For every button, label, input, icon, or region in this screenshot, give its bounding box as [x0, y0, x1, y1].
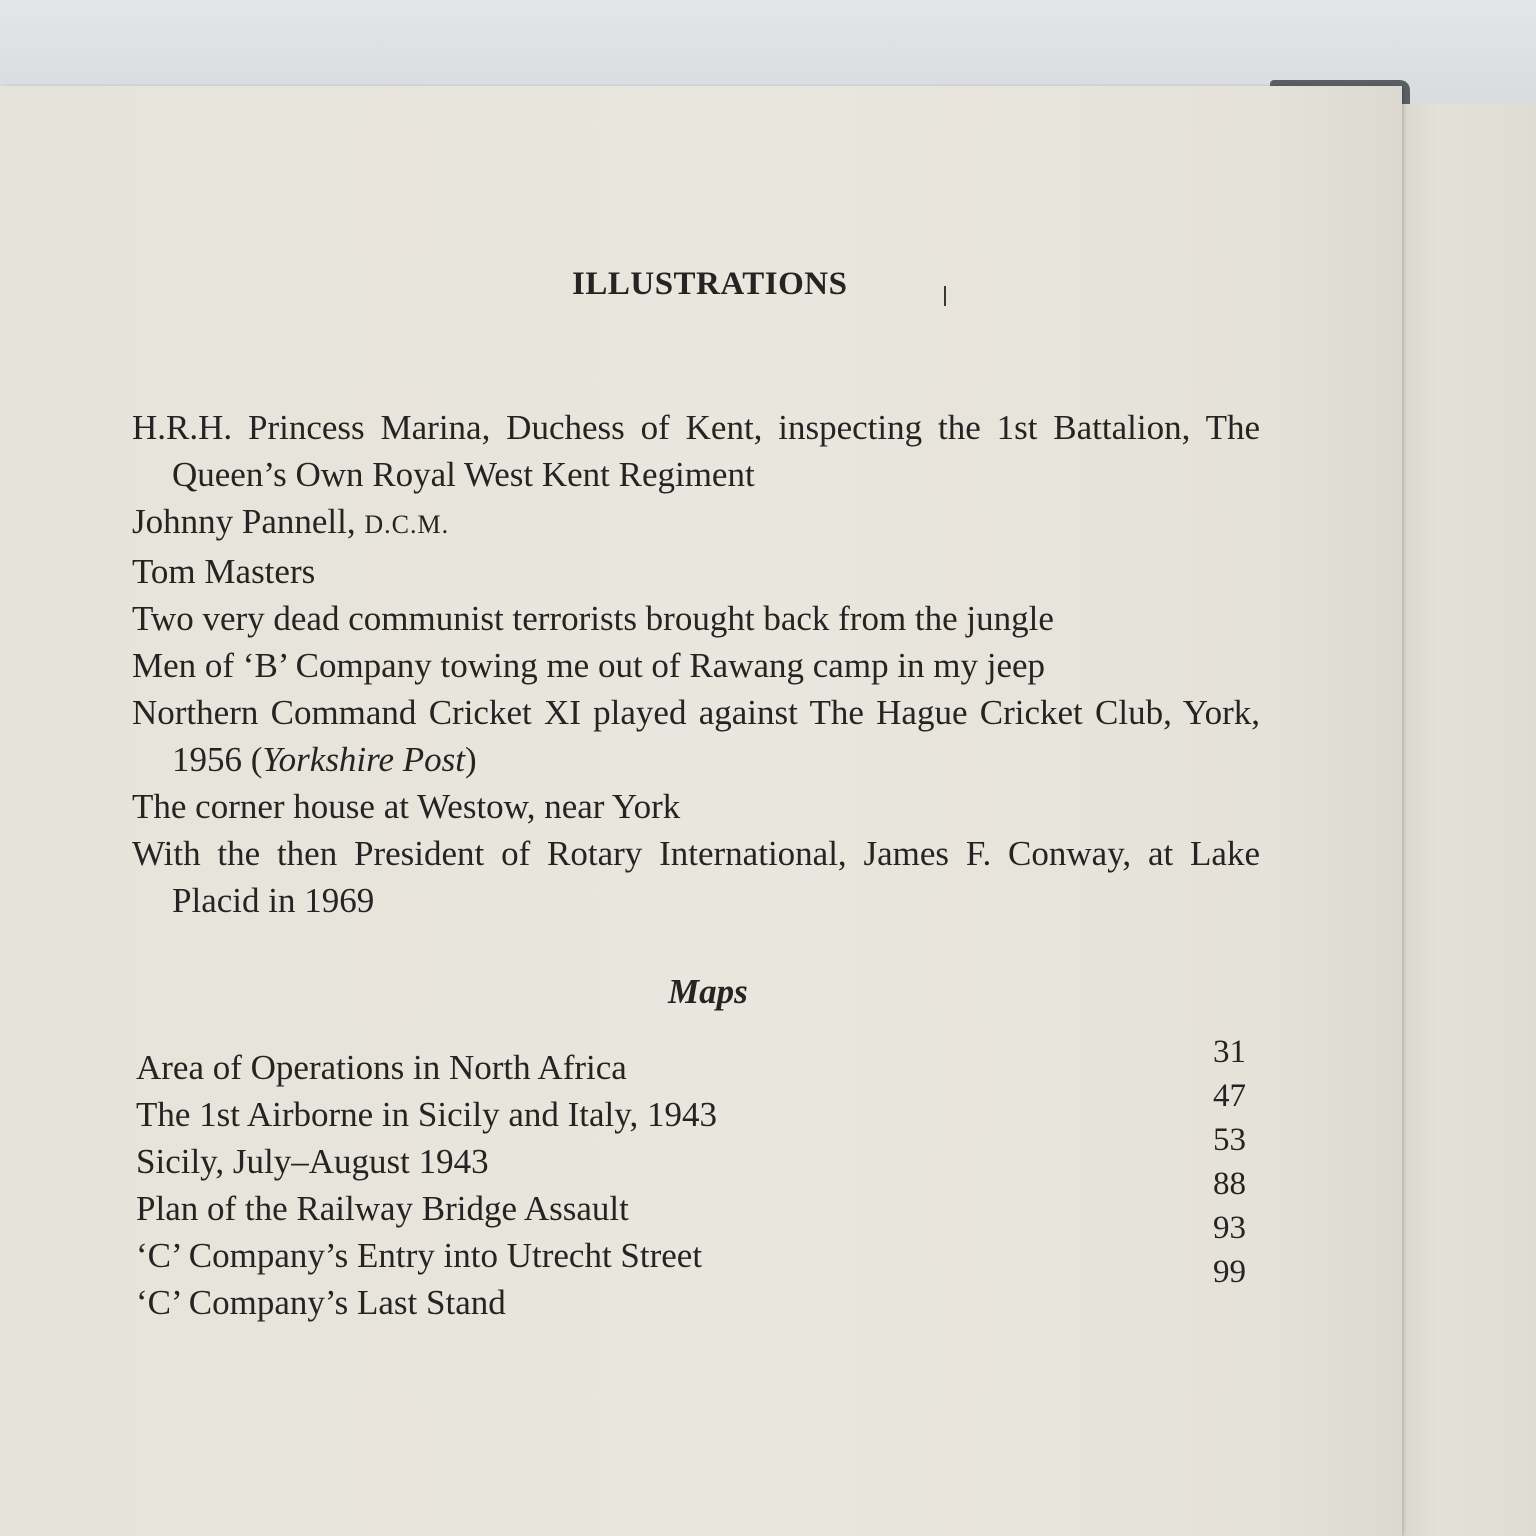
adjacent-page	[1398, 104, 1536, 1536]
illustration-text: Men of ‘B’ Company towing me out of Rawang camp in my jeep	[132, 646, 1046, 685]
illustration-text: H.R.H. Princess Marina, Duchess of Kent, inspecting the 1st Battalion, The Queen’s Own Royal West Kent Regiment	[132, 408, 1260, 494]
map-page-number: 93	[1213, 1210, 1246, 1246]
map-title: Plan of the Railway Bridge Assault	[136, 1189, 629, 1228]
map-page-number: 88	[1213, 1166, 1246, 1202]
maps-list	[136, 1044, 717, 1326]
illustration-text: The corner house at Westow, near York	[132, 787, 681, 826]
illustration-text: With the then President of Rotary International, James F. Conway, at Lake Placid in 1969	[132, 834, 1260, 920]
list-item	[132, 404, 1260, 498]
list-item	[132, 595, 1260, 642]
illustration-credit: Yorkshire Post	[262, 740, 465, 779]
map-title: ‘C’ Company’s Last Stand	[136, 1283, 506, 1322]
illustration-text: Two very dead communist terrorists brought back from the jungle	[132, 599, 1054, 638]
map-title: Area of Operations in North Africa	[136, 1048, 627, 1087]
pencil-mark	[944, 286, 946, 306]
illustration-text: Northern Command Cricket XI played against The Hague Cricket Club, York, 1956 (	[132, 693, 1260, 779]
map-title: ‘C’ Company’s Entry into Utrecht Street	[136, 1236, 703, 1275]
list-item	[132, 498, 1260, 548]
list-item	[132, 642, 1260, 689]
map-page-numbers	[1206, 1030, 1246, 1294]
list-item	[132, 830, 1260, 924]
illustration-text: Tom Masters	[132, 552, 316, 591]
list-item	[132, 689, 1260, 783]
illustration-text: Johnny Pannell,	[132, 502, 365, 541]
illustration-text-end: )	[465, 740, 477, 779]
map-page-number: 99	[1213, 1254, 1246, 1290]
page-title: ILLUSTRATIONS	[572, 266, 848, 302]
map-page-number: 31	[1213, 1034, 1246, 1070]
map-page-number: 53	[1213, 1122, 1246, 1158]
map-page-number: 47	[1213, 1078, 1246, 1114]
illustration-honour: D.C.M.	[364, 510, 450, 539]
map-title: The 1st Airborne in Sicily and Italy, 1943	[136, 1095, 717, 1134]
list-item	[132, 548, 1260, 595]
list-item	[132, 783, 1260, 830]
illustrations-list	[132, 404, 1260, 924]
map-title: Sicily, July–August 1943	[136, 1142, 489, 1181]
maps-heading: Maps	[668, 972, 748, 1011]
